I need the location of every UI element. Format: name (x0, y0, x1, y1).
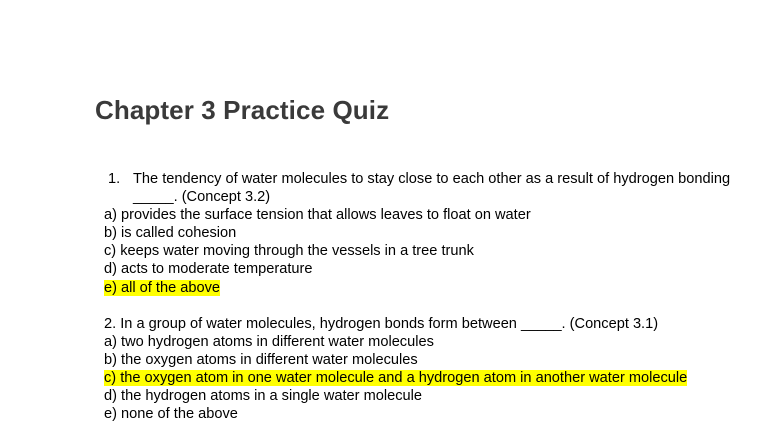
question-1-option-d: d) acts to moderate temperature (104, 261, 313, 278)
question-1-option-b: b) is called cohesion (104, 225, 237, 242)
question-1-option-c: c) keeps water moving through the vessels in a tree trunk (104, 243, 474, 260)
question-2-option-a: a) two hydrogen atoms in different water molecules (104, 333, 434, 350)
question-1-number: 1. (108, 171, 121, 187)
question-1 (104, 170, 764, 206)
question-2-option-e: e) none of the above (104, 406, 238, 423)
page-title: Chapter 3 Practice Quiz (95, 95, 390, 125)
spacer (104, 297, 764, 315)
question-1-text: The tendency of water molecules to stay close to each other as a result of hydrogen bonding _____. (Concept 3.2) (133, 171, 731, 206)
question-2-option-d: d) the hydrogen atoms in a single water molecule (104, 388, 422, 405)
question-1-option-a: a) provides the surface tension that allows leaves to float on water (104, 207, 531, 224)
question-1-option-e (104, 279, 764, 297)
highlighted-answer: e) all of the above (104, 279, 221, 296)
quiz-body (104, 170, 764, 423)
question-2-option-b: b) the oxygen atoms in different water molecules (104, 351, 418, 368)
highlighted-answer: c) the oxygen atom in one water molecule and a hydrogen atom in another water molecule (104, 369, 688, 386)
question-2-option-c (104, 369, 764, 387)
question-2-text: 2. In a group of water molecules, hydrogen bonds form between _____. (Concept 3.1) (104, 315, 659, 332)
